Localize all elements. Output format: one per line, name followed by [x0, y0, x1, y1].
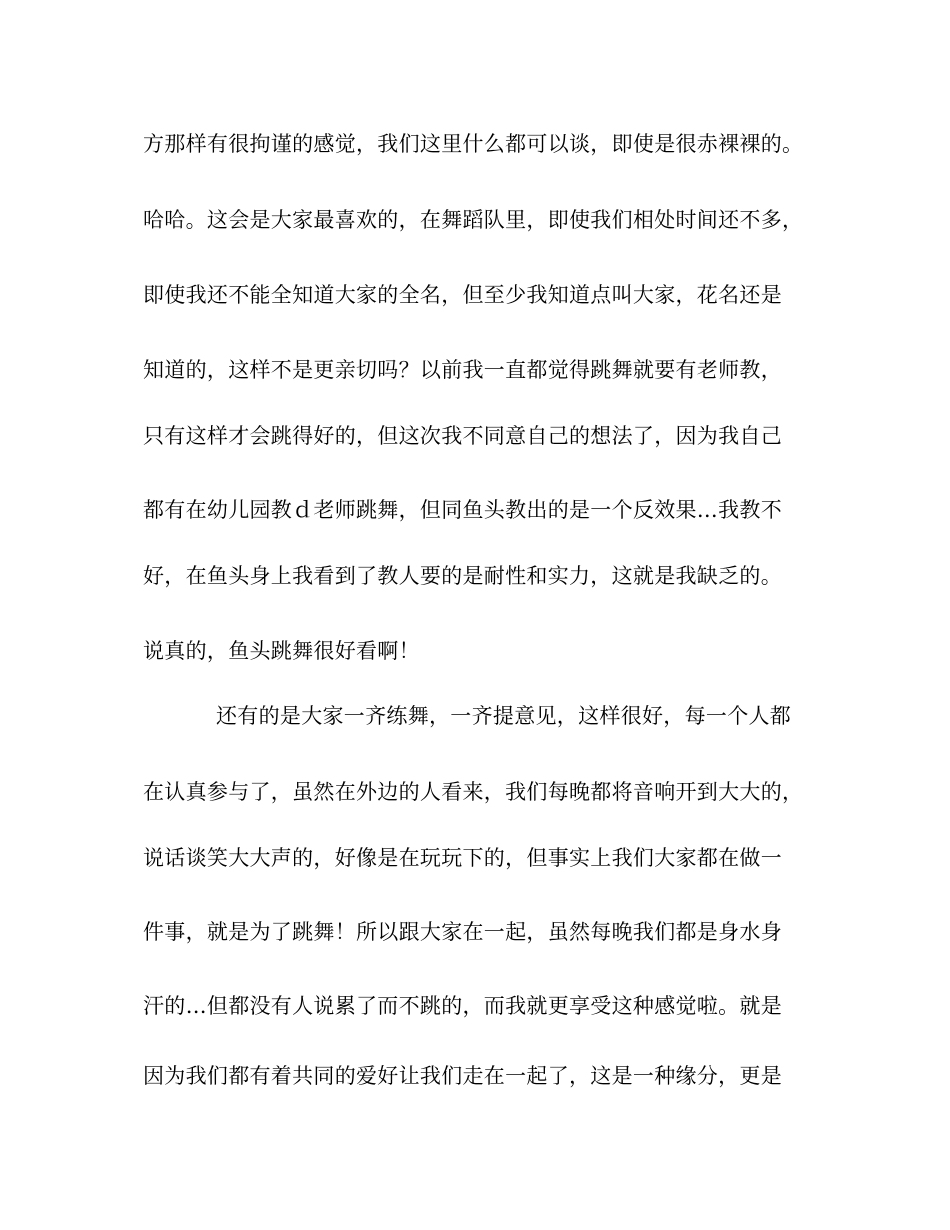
- text-line: 哈哈。这会是大家最喜欢的，在舞蹈队里，即使我们相处时间还不多，: [143, 208, 804, 232]
- text-line: 在认真参与了，虽然在外边的人看来，我们每晚都将音响开到大大的，: [143, 780, 804, 804]
- text-line: 即使我还不能全知道大家的全名，但至少我知道点叫大家，花名还是: [143, 283, 782, 307]
- paragraph-first-line: 还有的是大家一齐练舞，一齐提意见，这样很好，每一个人都: [216, 704, 792, 728]
- text-line: 因为我们都有着共同的爱好让我们走在一起了，这是一种缘分，更是: [143, 1064, 782, 1088]
- text-line: 方那样有很拘谨的感觉，我们这里什么都可以谈，即使是很赤裸裸的。: [143, 132, 804, 156]
- text-line: 知道的，这样不是更亲切吗？以前我一直都觉得跳舞就要有老师教，: [143, 358, 782, 382]
- text-line: 件事，就是为了跳舞！所以跟大家在一起，虽然每晚我们都是身水身: [143, 920, 782, 944]
- text-line: 都有在幼儿园教ｄ老师跳舞，但同鱼头教出的是一个反效果…我教不: [143, 498, 782, 522]
- text-line: 说话谈笑大大声的，好像是在玩玩下的，但事实上我们大家都在做一: [143, 846, 782, 870]
- text-line: 只有这样才会跳得好的，但这次我不同意自己的想法了，因为我自己: [143, 424, 782, 448]
- text-line: 说真的，鱼头跳舞很好看啊！: [143, 639, 420, 663]
- text-line: 汗的…但都没有人说累了而不跳的，而我就更享受这种感觉啦。就是: [143, 994, 782, 1018]
- text-line: 好，在鱼头身上我看到了教人要的是耐性和实力，这就是我缺乏的。: [143, 564, 782, 588]
